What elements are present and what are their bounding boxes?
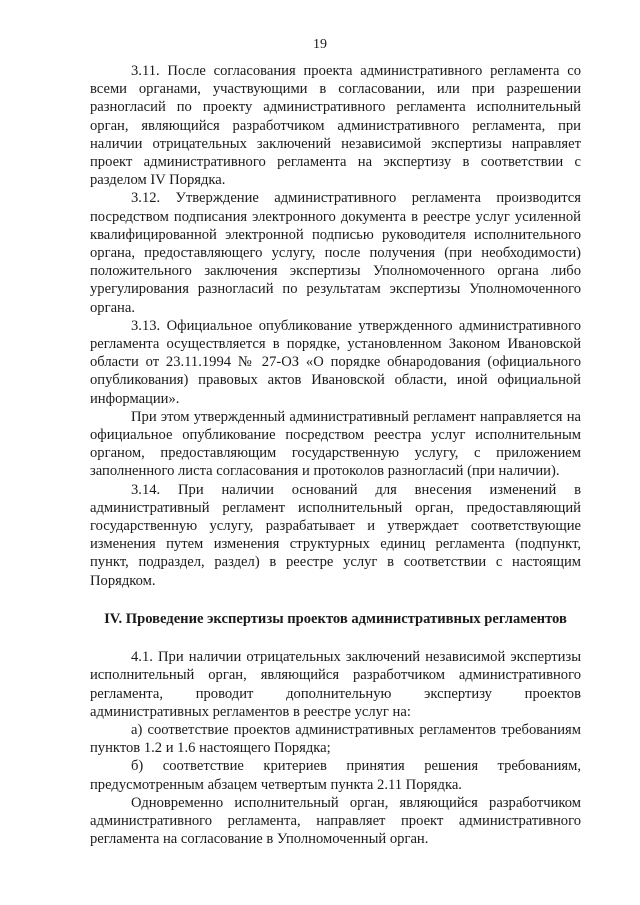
paragraph-3-14: 3.14. При наличии оснований для внесения изменений в административный регламент исполнительный орган, предоставляющий государственную услугу, разрабатывает и утверждает соответствующие изменения путем изменения структурных единиц регламента (подпункт, пункт, подраздел, раздел) в реестре услуг в соответствии с настоящим Порядком. — [90, 481, 581, 589]
paragraph-4-1-approval: Одновременно исполнительный орган, являющийся разработчиком административного регламента, направляет проект административного регламента на согласование в Уполномоченный орган. — [90, 794, 581, 848]
paragraph-4-1-b: б) соответствие критериев принятия решения требованиям, предусмотренным абзацем четвертым пункта 2.11 Порядка. — [90, 758, 581, 793]
paragraph-3-13-publication: При этом утвержденный административный регламент направляется на официальное опубликование посредством реестра услуг исполнительным органом, предоставляющим государственную услугу, с приложением заполненного листа согласования и протоколов разногласий (при наличии). — [90, 408, 581, 480]
page-number: 19 — [313, 37, 327, 52]
section-heading: IV. Проведение экспертизы проектов административных регламентов — [104, 610, 567, 627]
document-body — [90, 62, 581, 848]
paragraph-3-12: 3.12. Утверждение административного регламента производится посредством подписания электронного документа в реестре услуг усиленной квалифицированной электронной подписью руководителя исполнительного органа, предоставляющего услугу, после получения (при необходимости) положительного заключения экспертизы Уполномоченного органа либо урегулирования разногласий по результатам экспертизы Уполномоченного органа. — [90, 190, 581, 316]
paragraph-4-1: 4.1. При наличии отрицательных заключений независимой экспертизы исполнительный орган, являющийся разработчиком административного регламента, проводит дополнительную экспертизу проектов административных регламентов в реестре услуг на: — [90, 649, 581, 720]
paragraph-3-11: 3.11. После согласования проекта административного регламента со всеми органами, участвующими в согласовании, или при разрешении разногласий по проекту административного регламента исполнительный орган, являющийся разработчиком административного регламента, при наличии отрицательных заключений независимой экспертизы направляет проект административного регламента на экспертизу в соответствии с разделом IV Порядка. — [90, 63, 581, 189]
paragraph-4-1-a: а) соответствие проектов административных регламентов требованиям пунктов 1.2 и 1.6 настоящего Порядка; — [90, 721, 581, 757]
paragraph-3-13: 3.13. Официальное опубликование утвержденного административного регламента осуществляется в порядке, установленном Законом Ивановской области от 23.11.1994 № 27-ОЗ «О порядке обнародования (официального опубликования) правовых актов Ивановской области, иной официальной информации». — [90, 317, 581, 407]
